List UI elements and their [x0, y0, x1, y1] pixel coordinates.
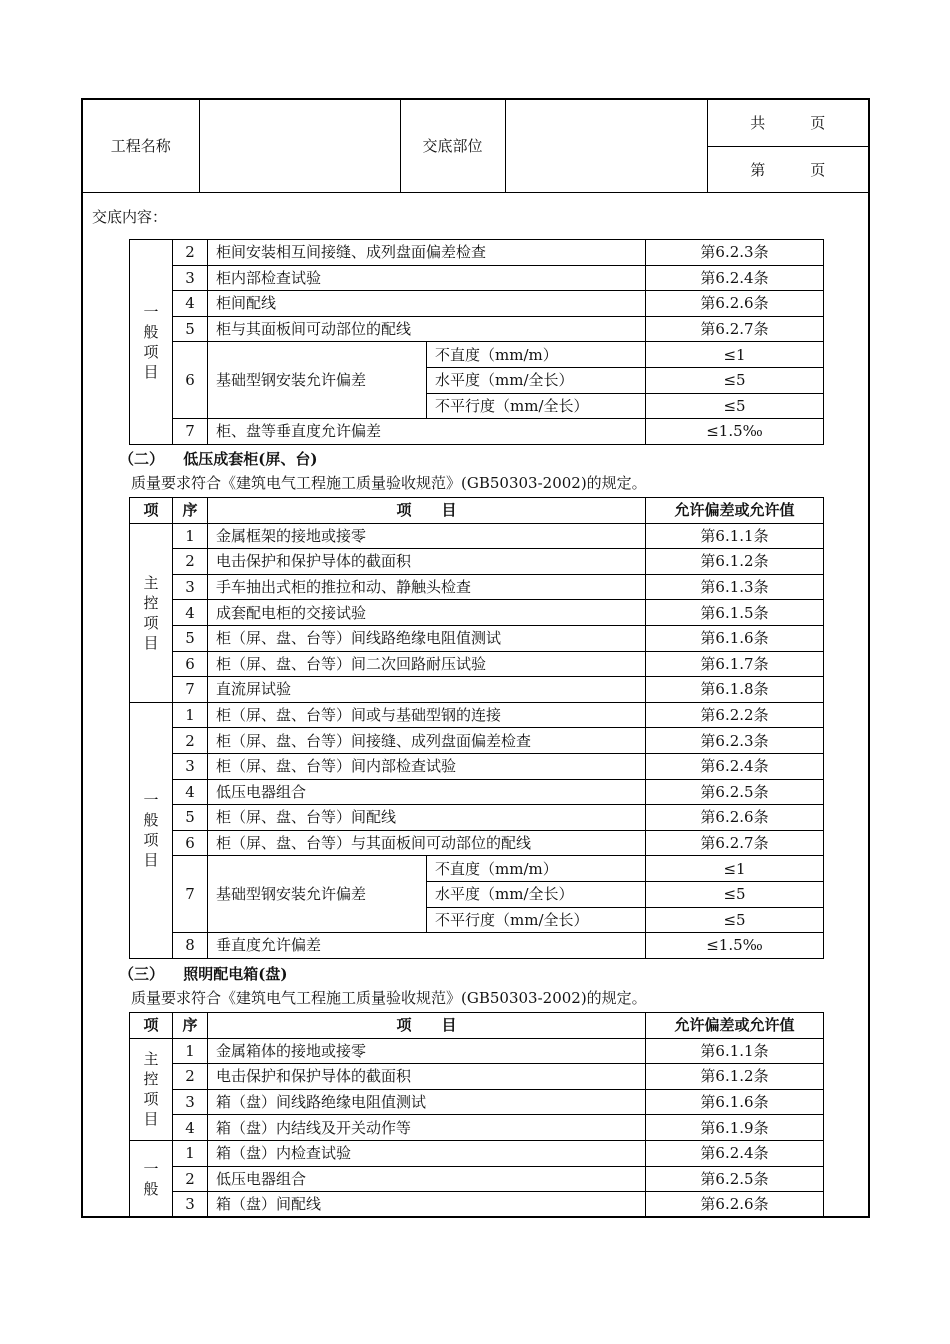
table-row — [130, 1038, 824, 1064]
sub-value: ≤5 — [646, 907, 824, 933]
header-category: 项 — [130, 1013, 173, 1039]
row-value: 第6.1.5条 — [646, 600, 824, 626]
sub-item: 水平度（mm/全长） — [427, 881, 646, 907]
row-number: 1 — [173, 1038, 208, 1064]
table-row — [130, 523, 824, 549]
header-item: 项 目 — [208, 1013, 646, 1039]
row-number: 5 — [173, 625, 208, 651]
row-number: 1 — [173, 523, 208, 549]
general-items-label — [130, 1140, 173, 1217]
row-value: 第6.1.2条 — [646, 549, 824, 575]
row-number: 5 — [173, 805, 208, 831]
row-value: 第6.1.8条 — [646, 677, 824, 703]
table-row — [130, 342, 824, 368]
row-value: 第6.2.6条 — [646, 291, 824, 317]
row-number: 8 — [173, 933, 208, 959]
table-row — [130, 1192, 824, 1218]
general-items-label-char: 般 — [143, 811, 159, 830]
table-header-row — [130, 498, 824, 524]
table-row — [130, 830, 824, 856]
row-value: 第6.1.3条 — [646, 574, 824, 600]
table-row — [130, 625, 824, 651]
row-item: 直流屏试验 — [208, 677, 646, 703]
main-control-label-char: 项 — [143, 613, 159, 632]
table-row — [130, 779, 824, 805]
header-number: 序 — [173, 1013, 208, 1039]
location-value — [505, 100, 707, 192]
project-name-value — [199, 100, 400, 192]
main-control-label-char: 目 — [143, 633, 159, 652]
general-items-label-char: 般 — [143, 1179, 159, 1198]
table-row — [130, 856, 824, 882]
general-items-label-char: 项 — [143, 831, 159, 850]
table-row — [130, 240, 824, 266]
general-items-label-char: 般 — [143, 322, 159, 341]
row-item: 柜（屏、盘、台等）间内部检查试验 — [208, 753, 646, 779]
location-label: 交底部位 — [400, 100, 505, 192]
general-items-label — [130, 240, 173, 445]
row-value: 第6.2.5条 — [646, 779, 824, 805]
section2-table — [129, 497, 824, 959]
row-number: 2 — [173, 728, 208, 754]
row-item: 柜（屏、盘、台等）间二次回路耐压试验 — [208, 651, 646, 677]
row-value: 第6.2.6条 — [646, 1192, 824, 1218]
row-item: 成套配电柜的交接试验 — [208, 600, 646, 626]
general-items-label-char: 一 — [143, 1159, 159, 1178]
general-items-label — [130, 702, 173, 958]
row-item: 柜间配线 — [208, 291, 646, 317]
row-number: 6 — [173, 342, 208, 419]
sub-item: 不平行度（mm/全长） — [427, 907, 646, 933]
header-category: 项 — [130, 498, 173, 524]
main-control-label-char: 项 — [143, 1090, 159, 1109]
row-number: 1 — [173, 702, 208, 728]
row-item: 箱（盘）间配线 — [208, 1192, 646, 1218]
row-value: 第6.2.7条 — [646, 316, 824, 342]
row-item: 金属箱体的接地或接零 — [208, 1038, 646, 1064]
row-number: 7 — [173, 856, 208, 933]
general-items-label-char: 一 — [143, 791, 159, 810]
row-item: 基础型钢安装允许偏差 — [208, 856, 427, 933]
table-row — [130, 702, 824, 728]
table-row — [130, 574, 824, 600]
section2-requirement: 质量要求符合《建筑电气工程施工质量验收规范》(GB50303-2002)的规定。 — [131, 474, 647, 492]
row-number: 2 — [173, 1064, 208, 1090]
row-item: 柜与其面板间可动部位的配线 — [208, 316, 646, 342]
row-item: 基础型钢安装允许偏差 — [208, 342, 427, 419]
row-value: 第6.1.2条 — [646, 1064, 824, 1090]
row-value: 第6.2.4条 — [646, 1140, 824, 1166]
general-items-table — [129, 239, 824, 445]
sub-item: 不直度（mm/m） — [427, 342, 646, 368]
row-item: 箱（盘）内结线及开关动作等 — [208, 1115, 646, 1141]
row-value: ≤1.5‰ — [646, 933, 824, 959]
header-table — [83, 100, 868, 193]
row-value: 第6.2.3条 — [646, 240, 824, 266]
row-item: 柜（屏、盘、台等）间接缝、成列盘面偏差检查 — [208, 728, 646, 754]
header-value: 允许偏差或允许值 — [646, 498, 824, 524]
row-value: 第6.2.4条 — [646, 753, 824, 779]
project-name-label: 工程名称 — [83, 100, 199, 192]
row-number: 3 — [173, 753, 208, 779]
row-value: 第6.1.9条 — [646, 1115, 824, 1141]
table-row — [130, 316, 824, 342]
section3-title: 照明配电箱(盘) — [183, 965, 288, 983]
row-number: 6 — [173, 651, 208, 677]
header-value: 允许偏差或允许值 — [646, 1013, 824, 1039]
row-value: ≤1.5‰ — [646, 419, 824, 445]
section3-heading — [119, 963, 287, 984]
main-control-label — [130, 1038, 173, 1140]
row-number: 4 — [173, 779, 208, 805]
row-item: 柜（屏、盘、台等）与其面板间可动部位的配线 — [208, 830, 646, 856]
row-number: 3 — [173, 574, 208, 600]
row-item: 柜（屏、盘、台等）间配线 — [208, 805, 646, 831]
row-value: 第6.1.1条 — [646, 523, 824, 549]
main-control-label-char: 控 — [143, 1070, 159, 1089]
row-number: 7 — [173, 677, 208, 703]
table-row — [130, 677, 824, 703]
table-row — [130, 1166, 824, 1192]
row-item: 低压电器组合 — [208, 1166, 646, 1192]
row-item: 柜（屏、盘、台等）间线路绝缘电阻值测试 — [208, 625, 646, 651]
sub-value: ≤5 — [646, 367, 824, 393]
row-item: 手车抽出式柜的推拉和动、静触头检查 — [208, 574, 646, 600]
row-value: 第6.2.3条 — [646, 728, 824, 754]
sub-item: 不直度（mm/m） — [427, 856, 646, 882]
table-row — [130, 1064, 824, 1090]
table-row — [130, 805, 824, 831]
row-number: 1 — [173, 1140, 208, 1166]
row-item: 低压电器组合 — [208, 779, 646, 805]
row-value: 第6.2.6条 — [646, 805, 824, 831]
row-item: 柜、盘等垂直度允许偏差 — [208, 419, 646, 445]
main-control-label-char: 控 — [143, 593, 159, 612]
general-items-label-char: 目 — [143, 851, 159, 870]
table-row — [130, 728, 824, 754]
table-row — [130, 1115, 824, 1141]
row-item: 电击保护和保护导体的截面积 — [208, 1064, 646, 1090]
row-value: 第6.2.5条 — [646, 1166, 824, 1192]
general-items-label-char: 一 — [143, 302, 159, 321]
row-number: 6 — [173, 830, 208, 856]
table-row — [130, 1089, 824, 1115]
row-number: 2 — [173, 240, 208, 266]
row-number: 3 — [173, 1089, 208, 1115]
row-item: 柜间安装相互间接缝、成列盘面偏差检查 — [208, 240, 646, 266]
row-value: 第6.1.7条 — [646, 651, 824, 677]
table-row — [130, 651, 824, 677]
section3-number: （三） — [119, 965, 165, 983]
row-item: 柜（屏、盘、台等）间或与基础型钢的连接 — [208, 702, 646, 728]
row-item: 电击保护和保护导体的截面积 — [208, 549, 646, 575]
table-row — [130, 291, 824, 317]
main-control-label-char: 主 — [143, 573, 159, 592]
sub-value: ≤1 — [646, 856, 824, 882]
section2-number: （二） — [119, 450, 165, 468]
row-number: 4 — [173, 1115, 208, 1141]
row-number: 5 — [173, 316, 208, 342]
main-control-label — [130, 523, 173, 702]
row-item: 垂直度允许偏差 — [208, 933, 646, 959]
row-value: 第6.2.4条 — [646, 265, 824, 291]
main-control-label-char: 主 — [143, 1050, 159, 1069]
header-item: 项 目 — [208, 498, 646, 524]
sub-item: 不平行度（mm/全长） — [427, 393, 646, 419]
main-control-label-char: 目 — [143, 1110, 159, 1129]
sub-item: 水平度（mm/全长） — [427, 367, 646, 393]
document-frame — [81, 98, 870, 1218]
row-item: 箱（盘）间线路绝缘电阻值测试 — [208, 1089, 646, 1115]
table-row — [130, 1140, 824, 1166]
row-item: 箱（盘）内检查试验 — [208, 1140, 646, 1166]
total-pages: 共 页 — [707, 100, 868, 146]
table-row — [130, 549, 824, 575]
header-number: 序 — [173, 498, 208, 524]
row-number: 3 — [173, 265, 208, 291]
section2-heading — [119, 448, 317, 469]
sub-value: ≤5 — [646, 881, 824, 907]
section2-title: 低压成套柜(屏、台) — [183, 450, 318, 468]
row-item: 柜内部检查试验 — [208, 265, 646, 291]
general-items-label-char: 目 — [143, 362, 159, 381]
sub-value: ≤5 — [646, 393, 824, 419]
row-value: 第6.2.7条 — [646, 830, 824, 856]
table-row — [130, 265, 824, 291]
row-value: 第6.2.2条 — [646, 702, 824, 728]
row-value: 第6.1.1条 — [646, 1038, 824, 1064]
row-number: 7 — [173, 419, 208, 445]
section3-requirement: 质量要求符合《建筑电气工程施工质量验收规范》(GB50303-2002)的规定。 — [131, 989, 647, 1007]
row-number: 3 — [173, 1192, 208, 1218]
table-header-row — [130, 1013, 824, 1039]
general-items-label-char: 项 — [143, 342, 159, 361]
row-number: 2 — [173, 549, 208, 575]
row-value: 第6.1.6条 — [646, 625, 824, 651]
sub-value: ≤1 — [646, 342, 824, 368]
page-number: 第 页 — [707, 146, 868, 192]
row-number: 4 — [173, 291, 208, 317]
row-item: 金属框架的接地或接零 — [208, 523, 646, 549]
table-row — [130, 753, 824, 779]
row-number: 4 — [173, 600, 208, 626]
table-row — [130, 419, 824, 445]
row-value: 第6.1.6条 — [646, 1089, 824, 1115]
table-row — [130, 600, 824, 626]
row-number: 2 — [173, 1166, 208, 1192]
table-row — [130, 933, 824, 959]
content-label: 交底内容： — [92, 208, 168, 226]
section3-table — [129, 1012, 824, 1218]
